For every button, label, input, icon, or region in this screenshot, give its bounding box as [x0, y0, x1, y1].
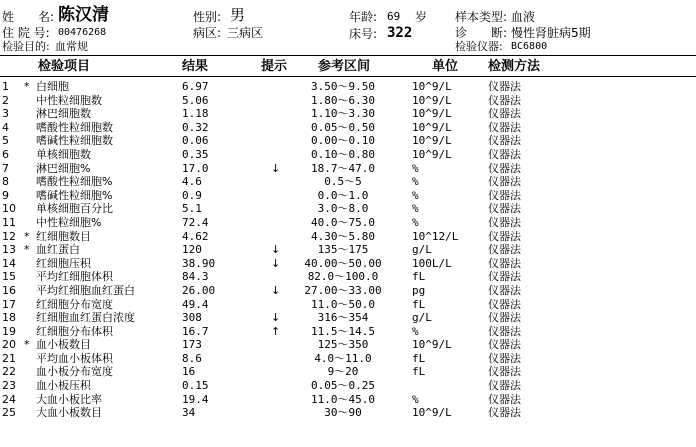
row-number: 23	[2, 379, 16, 393]
test-method: 仪器法	[488, 215, 521, 229]
reference-range: 1.80～6.30	[311, 93, 375, 107]
test-result: 26.00	[182, 283, 216, 297]
test-result: 0.15	[182, 379, 209, 393]
reference-range: 27.00～33.00	[304, 283, 382, 297]
test-unit: 10^9/L	[412, 134, 452, 148]
table-row	[0, 230, 696, 244]
row-number: 16	[2, 283, 16, 297]
test-result: 308	[182, 311, 202, 325]
table-row	[0, 121, 696, 135]
row-number: 5	[2, 134, 9, 148]
sample-type-value: 血液	[511, 10, 536, 24]
test-unit: 10^9/L	[412, 107, 452, 121]
table-row	[0, 257, 696, 271]
key-item-marker: *	[24, 229, 30, 243]
test-result: 4.6	[182, 175, 202, 189]
table-row	[0, 162, 696, 176]
test-method: 仪器法	[488, 80, 521, 93]
test-unit: g/L	[412, 243, 432, 257]
test-name: 平均血小板体积	[36, 351, 113, 365]
test-unit: 10^9/L	[412, 120, 452, 134]
header-divider-bottom	[0, 76, 696, 77]
key-item-marker: *	[24, 80, 30, 93]
test-unit: 10^9/L	[412, 93, 452, 107]
key-item-marker: *	[24, 243, 30, 257]
gender-value: 男	[230, 6, 246, 24]
test-unit: 10^9/L	[412, 338, 452, 352]
reference-range: 3.50～9.50	[311, 80, 375, 93]
test-name: 血红蛋白	[36, 243, 80, 257]
table-row	[0, 311, 696, 325]
test-name: 淋巴细胞%	[36, 161, 91, 175]
test-unit: %	[412, 161, 419, 175]
test-result: 72.4	[182, 215, 209, 229]
reference-range: 0.00～0.10	[311, 134, 375, 148]
row-number: 12	[2, 229, 16, 243]
test-result: 17.0	[182, 161, 209, 175]
test-unit: %	[412, 188, 419, 202]
test-name: 血小板压积	[36, 379, 91, 393]
row-number: 1	[2, 80, 9, 93]
test-unit: fL	[412, 297, 426, 311]
table-row	[0, 94, 696, 108]
table-row	[0, 352, 696, 366]
test-unit: fL	[412, 365, 426, 379]
test-result: 5.1	[182, 202, 202, 216]
row-number: 19	[2, 324, 16, 338]
test-unit: %	[412, 202, 419, 216]
row-number: 10	[2, 202, 16, 216]
test-unit: %	[412, 392, 419, 406]
test-method: 仪器法	[488, 283, 521, 297]
purpose-label: 检验目的:	[2, 40, 50, 53]
test-result: 8.6	[182, 351, 202, 365]
col-flag-header: 提示	[261, 59, 288, 74]
test-result: 6.97	[182, 80, 209, 93]
abnormal-flag: ↓	[271, 311, 281, 325]
col-method-header: 检测方法	[488, 59, 541, 74]
test-method: 仪器法	[488, 107, 521, 121]
table-row	[0, 189, 696, 203]
test-method: 仪器法	[488, 338, 521, 352]
table-row	[0, 134, 696, 148]
results-table	[0, 80, 696, 420]
row-number: 6	[2, 147, 9, 161]
test-result: 16	[182, 365, 196, 379]
test-method: 仪器法	[488, 202, 521, 216]
test-name: 单核细胞数	[36, 147, 91, 161]
test-method: 仪器法	[488, 175, 521, 189]
test-name: 嗜碱性粒细胞数	[36, 134, 113, 148]
table-row	[0, 216, 696, 230]
test-result: 16.7	[182, 324, 209, 338]
gender-label: 性别:	[193, 10, 222, 24]
test-unit: 100L/L	[412, 256, 452, 270]
reference-range: 0.5～5	[324, 175, 362, 189]
instrument-value: BC6800	[511, 41, 548, 52]
abnormal-flag: ↓	[271, 283, 281, 297]
test-method: 仪器法	[488, 188, 521, 202]
test-name: 平均红细胞体积	[36, 270, 113, 284]
reference-range: 125～350	[317, 338, 369, 352]
reference-range: 4.30～5.80	[311, 229, 375, 243]
table-row	[0, 379, 696, 393]
test-name: 血小板数目	[36, 338, 91, 352]
test-unit: fL	[412, 351, 426, 365]
abnormal-flag: ↓	[271, 243, 281, 257]
row-number: 18	[2, 311, 16, 325]
table-row	[0, 270, 696, 284]
bed-value: 322	[387, 25, 413, 41]
test-method: 仪器法	[488, 256, 521, 270]
reference-range: 0.0～1.0	[317, 188, 369, 202]
age-label: 年龄:	[349, 10, 378, 24]
test-result: 19.4	[182, 392, 209, 406]
test-name: 红细胞分布体积	[36, 324, 113, 338]
test-name: 血小板分布宽度	[36, 365, 113, 379]
name-label: 姓 名:	[2, 10, 55, 24]
reference-range: 0.10～0.80	[311, 147, 375, 161]
test-unit: 10^9/L	[412, 80, 452, 93]
row-number: 21	[2, 351, 16, 365]
test-result: 0.32	[182, 120, 209, 134]
test-name: 红细胞血红蛋白浓度	[36, 311, 135, 325]
row-number: 24	[2, 392, 16, 406]
test-method: 仪器法	[488, 93, 521, 107]
reference-range: 82.0～100.0	[307, 270, 379, 284]
reference-range: 11.0～45.0	[311, 392, 375, 406]
test-method: 仪器法	[488, 270, 521, 284]
hospital-no: 00476268	[58, 27, 107, 38]
reference-range: 40.0～75.0	[311, 215, 375, 229]
test-unit: 10^9/L	[412, 147, 452, 161]
ward-label: 病区:	[193, 26, 222, 40]
test-result: 38.90	[182, 256, 216, 270]
reference-range: 11.5～14.5	[311, 324, 375, 338]
row-number: 3	[2, 107, 9, 121]
table-row	[0, 107, 696, 121]
table-row	[0, 406, 696, 420]
test-unit: %	[412, 324, 419, 338]
header-divider-top	[0, 55, 696, 56]
test-result: 0.9	[182, 188, 202, 202]
bed-label: 床号:	[349, 27, 378, 41]
row-number: 7	[2, 161, 9, 175]
test-name: 中性粒细胞%	[36, 215, 102, 229]
diagnosis-label: 诊 断:	[455, 26, 508, 40]
test-method: 仪器法	[488, 134, 521, 148]
table-row	[0, 243, 696, 257]
reference-range: 4.0～11.0	[314, 351, 372, 365]
reference-range: 0.05～0.25	[311, 379, 375, 393]
reference-range: 316～354	[317, 311, 369, 325]
test-method: 仪器法	[488, 365, 521, 379]
row-number: 4	[2, 120, 9, 134]
table-row	[0, 365, 696, 379]
table-row	[0, 80, 696, 94]
table-row	[0, 393, 696, 407]
test-result: 0.06	[182, 134, 209, 148]
test-name: 白细胞	[36, 80, 69, 93]
table-row	[0, 338, 696, 352]
test-name: 红细胞分布宽度	[36, 297, 113, 311]
reference-range: 11.0～50.0	[311, 297, 375, 311]
age-unit: 岁	[415, 10, 428, 24]
test-name: 大血小板数目	[36, 406, 102, 420]
test-name: 单核细胞百分比	[36, 202, 113, 216]
row-number: 20	[2, 338, 16, 352]
test-name: 嗜酸性粒细胞%	[36, 175, 113, 189]
test-method: 仪器法	[488, 311, 521, 325]
reference-range: 40.00～50.00	[304, 256, 382, 270]
table-row	[0, 325, 696, 339]
test-name: 红细胞数目	[36, 229, 91, 243]
test-method: 仪器法	[488, 229, 521, 243]
col-result-header: 结果	[182, 59, 209, 74]
test-unit: pg	[412, 283, 426, 297]
table-row	[0, 175, 696, 189]
test-unit: 10^12/L	[412, 229, 459, 243]
row-number: 11	[2, 215, 16, 229]
instrument-label: 检验仪器:	[455, 40, 503, 53]
test-method: 仪器法	[488, 351, 521, 365]
table-row	[0, 284, 696, 298]
test-name: 大血小板比率	[36, 392, 102, 406]
test-method: 仪器法	[488, 120, 521, 134]
ward-value: 三病区	[227, 26, 264, 40]
reference-range: 135～175	[317, 243, 369, 257]
row-number: 8	[2, 175, 9, 189]
row-number: 17	[2, 297, 16, 311]
reference-range: 1.10～3.30	[311, 107, 375, 121]
test-method: 仪器法	[488, 392, 521, 406]
test-method: 仪器法	[488, 147, 521, 161]
test-name: 中性粒细胞数	[36, 93, 102, 107]
test-result: 173	[182, 338, 202, 352]
reference-range: 9～20	[327, 365, 359, 379]
test-result: 49.4	[182, 297, 209, 311]
abnormal-flag: ↓	[271, 256, 281, 270]
col-reference-header: 参考区间	[318, 59, 371, 74]
reference-range: 0.05～0.50	[311, 120, 375, 134]
row-number: 15	[2, 270, 16, 284]
table-row	[0, 202, 696, 216]
row-number: 22	[2, 365, 16, 379]
test-result: 0.35	[182, 147, 209, 161]
test-method: 仪器法	[488, 324, 521, 338]
row-number: 14	[2, 256, 16, 270]
test-unit: %	[412, 215, 419, 229]
diagnosis-value: 慢性肾脏病5期	[511, 26, 591, 40]
test-result: 4.62	[182, 229, 209, 243]
test-result: 34	[182, 406, 196, 420]
table-row	[0, 298, 696, 312]
test-method: 仪器法	[488, 406, 521, 420]
abnormal-flag: ↓	[271, 161, 281, 175]
test-result: 1.18	[182, 107, 209, 121]
test-method: 仪器法	[488, 161, 521, 175]
purpose-value: 血常规	[55, 40, 88, 53]
test-unit: 10^9/L	[412, 406, 452, 420]
row-number: 13	[2, 243, 16, 257]
test-unit: %	[412, 175, 419, 189]
test-result: 84.3	[182, 270, 209, 284]
test-method: 仪器法	[488, 297, 521, 311]
test-name: 平均红细胞血红蛋白	[36, 283, 135, 297]
sample-type-label: 样本类型:	[455, 10, 508, 24]
test-method: 仪器法	[488, 243, 521, 257]
key-item-marker: *	[24, 338, 30, 352]
test-name: 红细胞压积	[36, 256, 91, 270]
table-row	[0, 148, 696, 162]
patient-name: 陈汉清	[58, 5, 109, 25]
col-unit-header: 单位	[432, 59, 459, 74]
test-result: 5.06	[182, 93, 209, 107]
col-item-header: 检验项目	[38, 59, 91, 74]
reference-range: 18.7～47.0	[311, 161, 375, 175]
abnormal-flag: ↑	[271, 324, 281, 338]
test-unit: fL	[412, 270, 426, 284]
test-name: 淋巴细胞数	[36, 107, 91, 121]
reference-range: 3.0～8.0	[317, 202, 369, 216]
test-name: 嗜酸性粒细胞数	[36, 120, 113, 134]
test-method: 仪器法	[488, 379, 521, 393]
row-number: 2	[2, 93, 9, 107]
test-unit: g/L	[412, 311, 432, 325]
age-value: 69	[387, 10, 401, 23]
test-result: 120	[182, 243, 202, 257]
reference-range: 30～90	[324, 406, 362, 420]
hospital-no-label: 住 院 号:	[2, 26, 50, 40]
test-name: 嗜碱性粒细胞%	[36, 188, 113, 202]
row-number: 9	[2, 188, 9, 202]
row-number: 25	[2, 406, 16, 420]
